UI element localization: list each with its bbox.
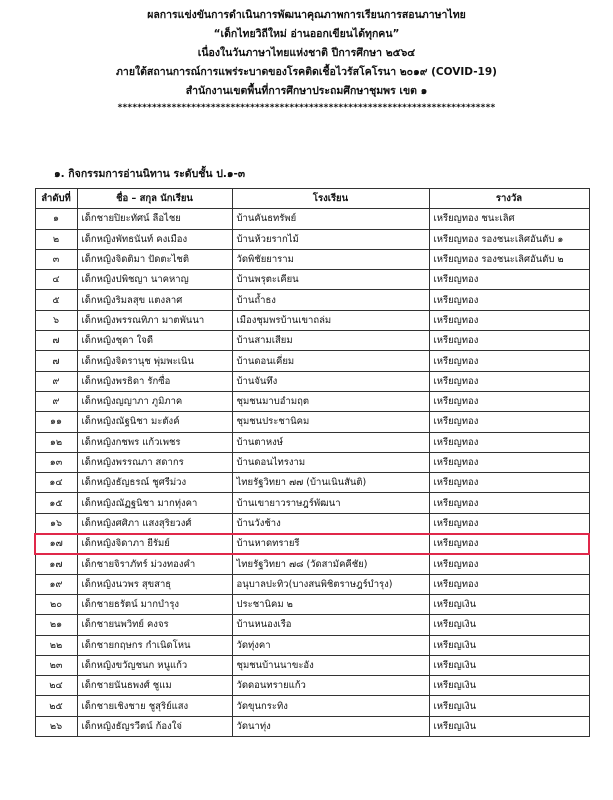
award-cell: เหรียญเงิน	[429, 635, 589, 655]
award-cell: เหรียญทอง รองชนะเลิศอันดับ ๒	[429, 249, 589, 269]
table-row	[35, 249, 589, 269]
student-name-cell: เด็กหญิงริมลสุข แตงลาศ	[77, 290, 232, 310]
rank-cell: ๑๖	[35, 513, 77, 533]
school-cell: เมืองชุมพรบ้านเขาถล่ม	[232, 310, 429, 330]
student-name-cell: เด็กชายนพวิทย์ คงจร	[77, 615, 232, 635]
school-cell: บ้านสามเสียม	[232, 331, 429, 351]
table-row	[35, 229, 589, 249]
header-line-5: สำนักงานเขตพื้นที่การศึกษาประถมศึกษาชุมพร เขต ๑	[185, 85, 428, 97]
school-cell: วัดดอนทรายแก้ว	[232, 676, 429, 696]
school-cell: บ้านดอนเคี่ยม	[232, 351, 429, 371]
rank-cell: ๒๒	[35, 635, 77, 655]
school-cell: บ้านดอนไทรงาม	[232, 452, 429, 472]
table-row	[35, 696, 589, 716]
student-name-cell: เด็กหญิงจิดรานุช พุ่มพะเนิน	[77, 351, 232, 371]
rank-cell: ๒๔	[35, 676, 77, 696]
rank-cell: ๗	[35, 331, 77, 351]
student-name-cell: เด็กหญิงพรรณทิภา มาตพันนา	[77, 310, 232, 330]
award-cell: เหรียญเงิน	[429, 655, 589, 675]
school-cell: ชุมชนบ้านนาขะอัง	[232, 655, 429, 675]
student-name-cell: เด็กหญิงพัทธนันท์ คงเมือง	[77, 229, 232, 249]
table-row	[35, 493, 589, 513]
school-cell: วัดขุนกระทิง	[232, 696, 429, 716]
student-name-cell: เด็กหญิงจิดติมา ปัดตะไชติ	[77, 249, 232, 269]
rank-cell: ๒๓	[35, 655, 77, 675]
student-name-cell: เด็กชายจิราภัทร์ ม่วงทองคำ	[77, 554, 232, 574]
rank-cell: ๑๙	[35, 574, 77, 594]
award-cell: เหรียญทอง รองชนะเลิศอันดับ ๑	[429, 229, 589, 249]
student-name-cell: เด็กชายนันธพงศ์ ชูแม	[77, 676, 232, 696]
table-row	[35, 391, 589, 411]
rank-cell: ๒๕	[35, 696, 77, 716]
table-row-highlighted	[35, 534, 589, 554]
rank-cell: ๙	[35, 371, 77, 391]
award-cell: เหรียญทอง ชนะเลิศ	[429, 209, 589, 229]
table-row	[35, 371, 589, 391]
star-divider: *****************************************************************************	[117, 103, 496, 113]
rank-cell: ๗	[35, 351, 77, 371]
header-line-4: ภายใต้สถานการณ์การแพร่ระบาดของโรคติดเชื้อไวรัสโคโรนา ๒๐๑๙ (COVID-19)	[116, 66, 497, 78]
student-name-cell: เด็กชายปิยะทัศน์ ลือไชย	[77, 209, 232, 229]
award-cell: เหรียญทอง	[429, 290, 589, 310]
rank-cell: ๙	[35, 391, 77, 411]
school-cell: บ้านวังช้าง	[232, 513, 429, 533]
award-cell: เหรียญเงิน	[429, 716, 589, 736]
student-name-cell: เด็กหญิงศศิภา แสงสุริยวงศ์	[77, 513, 232, 533]
school-cell: บ้านคันธทรัพย์	[232, 209, 429, 229]
award-cell: เหรียญทอง	[429, 432, 589, 452]
table-row	[35, 412, 589, 432]
school-cell: บ้านถ้ำธง	[232, 290, 429, 310]
award-cell: เหรียญทอง	[429, 391, 589, 411]
student-name-cell: เด็กหญิงพรรณภา สดากร	[77, 452, 232, 472]
student-name-cell: เด็กหญิงจิดาภา ยีรัมย์	[77, 534, 232, 554]
table-row	[35, 716, 589, 736]
school-cell: วัดทุ่งคา	[232, 635, 429, 655]
rank-cell: ๑๔	[35, 473, 77, 493]
student-name-cell: เด็กหญิงธัญธรณ์ ชูศรีม่วง	[77, 473, 232, 493]
column-header-name: ชื่อ – สกุล นักเรียน	[77, 189, 232, 209]
rank-cell: ๑๑	[35, 412, 77, 432]
school-cell: อนุบาลปะทิว(บางสนพิชิตราษฎร์บำรุง)	[232, 574, 429, 594]
table-row	[35, 331, 589, 351]
header-line-2: “เด็กไทยวิถีใหม่ อ่านออกเขียนได้ทุกคน”	[213, 28, 400, 40]
school-cell: วัดนาทุ่ง	[232, 716, 429, 736]
table-row	[35, 432, 589, 452]
award-cell: เหรียญทอง	[429, 331, 589, 351]
award-cell: เหรียญทอง	[429, 493, 589, 513]
award-cell: เหรียญทอง	[429, 310, 589, 330]
rank-cell: ๑๒	[35, 432, 77, 452]
award-cell: เหรียญทอง	[429, 270, 589, 290]
student-name-cell: เด็กหญิงณัฏฐนิชา มากทุ่งคา	[77, 493, 232, 513]
school-cell: บ้านพรุตะเคียน	[232, 270, 429, 290]
rank-cell: ๑๓	[35, 452, 77, 472]
table-row	[35, 676, 589, 696]
award-cell: เหรียญทอง	[429, 554, 589, 574]
column-header-award: รางวัล	[429, 189, 589, 209]
table-row	[35, 594, 589, 614]
table-body	[35, 209, 589, 737]
rank-cell: ๔	[35, 270, 77, 290]
results-table	[34, 188, 590, 737]
award-cell: เหรียญทอง	[429, 371, 589, 391]
student-name-cell: เด็กชายธรัตน์ มากบำรุง	[77, 594, 232, 614]
student-name-cell: เด็กหญิงชุดา ใจดี	[77, 331, 232, 351]
school-cell: บ้านจันทึง	[232, 371, 429, 391]
award-cell: เหรียญทอง	[429, 574, 589, 594]
award-cell: เหรียญเงิน	[429, 676, 589, 696]
award-cell: เหรียญทอง	[429, 473, 589, 493]
student-name-cell: เด็กหญิงธัญรวีตน์ ก้องใจ่	[77, 716, 232, 736]
header-line-1: ผลการแข่งขันการดำเนินการพัฒนาคุณภาพการเรียนการสอนภาษาไทย	[147, 9, 466, 21]
school-cell: บ้านตาหงษ์	[232, 432, 429, 452]
rank-cell: ๖	[35, 310, 77, 330]
school-cell: บ้านเขายาวราษฎร์พัฒนา	[232, 493, 429, 513]
table-row	[35, 473, 589, 493]
award-cell: เหรียญเงิน	[429, 615, 589, 635]
award-cell: เหรียญทอง	[429, 452, 589, 472]
school-cell: บ้านห้วยรากไม้	[232, 229, 429, 249]
award-cell: เหรียญทอง	[429, 513, 589, 533]
student-name-cell: เด็กหญิงญญาภา ภูมิภาค	[77, 391, 232, 411]
school-cell: ชุมชนมาบอำมฤต	[232, 391, 429, 411]
table-header-row	[35, 189, 589, 209]
header-line-3: เนื่องในวันภาษาไทยแห่งชาติ ปีการศึกษา ๒๕๖๔	[197, 47, 416, 59]
student-name-cell: เด็กชายเชิงชาย ชูสุริย์แสง	[77, 696, 232, 716]
section-title: ๑. กิจกรรมการอ่านนิทาน ระดับชั้น ป.๑-๓	[54, 168, 246, 180]
school-cell: บ้านหนองเรือ	[232, 615, 429, 635]
table-row	[35, 270, 589, 290]
rank-cell: ๕	[35, 290, 77, 310]
table-row	[35, 655, 589, 675]
school-cell: บ้านหาดทรายรี	[232, 534, 429, 554]
rank-cell: ๒๖	[35, 716, 77, 736]
table-row	[35, 351, 589, 371]
table-row	[35, 310, 589, 330]
table-row	[35, 290, 589, 310]
student-name-cell: เด็กหญิงปพิชญา นาคหาญ	[77, 270, 232, 290]
award-cell: เหรียญทอง	[429, 412, 589, 432]
rank-cell: ๑	[35, 209, 77, 229]
student-name-cell: เด็กหญิงนวพร สุขสาธุ	[77, 574, 232, 594]
table-row	[35, 554, 589, 574]
award-cell: เหรียญทอง	[429, 351, 589, 371]
rank-cell: ๓	[35, 249, 77, 269]
table-row	[35, 635, 589, 655]
table-row	[35, 615, 589, 635]
rank-cell: ๑๗	[35, 554, 77, 574]
rank-cell: ๒๐	[35, 594, 77, 614]
column-header-school: โรงเรียน	[232, 189, 429, 209]
award-cell: เหรียญเงิน	[429, 594, 589, 614]
rank-cell: ๑๕	[35, 493, 77, 513]
award-cell: เหรียญเงิน	[429, 696, 589, 716]
student-name-cell: เด็กชายกฤษกร กำเนิดโหน	[77, 635, 232, 655]
rank-cell: ๑๗	[35, 534, 77, 554]
rank-cell: ๒๑	[35, 615, 77, 635]
student-name-cell: เด็กหญิงณัฐนิชา มะตังค์	[77, 412, 232, 432]
school-cell: ไทยรัฐวิทยา ๗๗ (บ้านเนินสันติ)	[232, 473, 429, 493]
school-cell: ประชานิคม ๒	[232, 594, 429, 614]
school-cell: วัดพิชัยยาราม	[232, 249, 429, 269]
award-cell: เหรียญทอง	[429, 534, 589, 554]
rank-cell: ๒	[35, 229, 77, 249]
school-cell: ไทยรัฐวิทยา ๗๘ (วัดสามัคคีชัย)	[232, 554, 429, 574]
student-name-cell: เด็กหญิงพรธิดา รักซื่อ	[77, 371, 232, 391]
student-name-cell: เด็กหญิงขวัญชนก หนูแก้ว	[77, 655, 232, 675]
table-row	[35, 574, 589, 594]
table-row	[35, 513, 589, 533]
column-header-rank: ลำดับที่	[35, 189, 77, 209]
document-header	[0, 6, 613, 115]
table-row	[35, 209, 589, 229]
table-row	[35, 452, 589, 472]
student-name-cell: เด็กหญิงกชพร แก้วเพชร	[77, 432, 232, 452]
school-cell: ชุมชนประชานิคม	[232, 412, 429, 432]
